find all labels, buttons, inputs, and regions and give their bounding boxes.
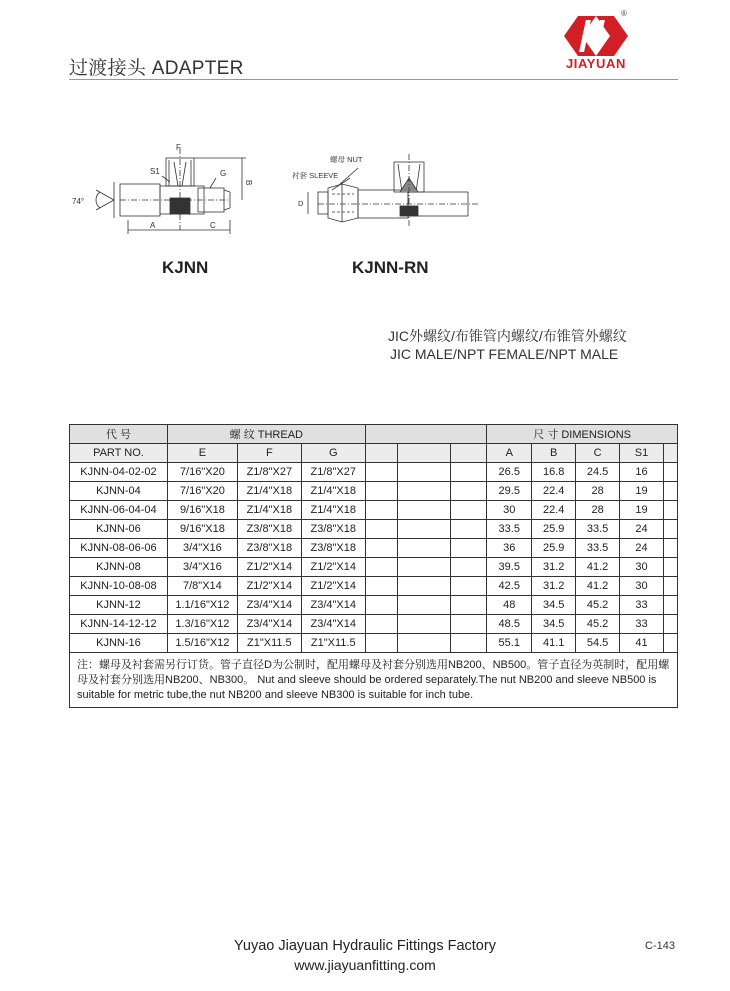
part-number-cell: KJNN-10-08-08 (70, 577, 168, 596)
dim-a-cell: 48.5 (487, 615, 532, 634)
col-blank (397, 444, 451, 463)
header-spacer (365, 425, 487, 444)
part-number-cell: KJNN-12 (70, 596, 168, 615)
dim-c-cell: 41.2 (576, 558, 620, 577)
empty-cell (663, 634, 677, 653)
thread-e-cell: 1.1/16"X12 (167, 596, 237, 615)
dim-c-cell: 54.5 (576, 634, 620, 653)
thread-e-cell: 1.3/16"X12 (167, 615, 237, 634)
callout-g: G (220, 169, 227, 178)
dim-s1-cell: 19 (620, 482, 664, 501)
dim-b-cell: 25.9 (532, 539, 576, 558)
col-g: G (301, 444, 365, 463)
empty-cell (451, 634, 487, 653)
col-blank (365, 444, 397, 463)
empty-cell (365, 577, 397, 596)
thread-f-cell: Z1/8"X27 (237, 463, 301, 482)
col-b: B (532, 444, 576, 463)
thread-g-cell: Z3/4"X14 (301, 615, 365, 634)
thread-g-cell: Z1/8"X27 (301, 463, 365, 482)
empty-cell (365, 634, 397, 653)
empty-cell (397, 463, 451, 482)
dim-c-cell: 41.2 (576, 577, 620, 596)
dim-b-cell: 34.5 (532, 615, 576, 634)
dim-a-cell: 55.1 (487, 634, 532, 653)
col-a: A (487, 444, 532, 463)
dim-s1-cell: 24 (620, 539, 664, 558)
dim-s1-cell: 19 (620, 501, 664, 520)
empty-cell (365, 463, 397, 482)
empty-cell (451, 558, 487, 577)
model-label-kjnn: KJNN (162, 258, 209, 277)
empty-cell (451, 501, 487, 520)
code-header: 代 号 (70, 425, 168, 444)
table-row (70, 558, 678, 577)
part-number-cell: KJNN-08 (70, 558, 168, 577)
empty-cell (663, 615, 677, 634)
table-columns-row (70, 444, 678, 463)
table-row (70, 520, 678, 539)
callout-d: D (298, 199, 304, 208)
col-e: E (167, 444, 237, 463)
thread-g-cell: Z1/2"X14 (301, 558, 365, 577)
thread-f-cell: Z1"X11.5 (237, 634, 301, 653)
model-label-kjnn-rn: KJNN-RN (352, 258, 429, 277)
dim-b-cell: 34.5 (532, 596, 576, 615)
dim-b-cell: 31.2 (532, 577, 576, 596)
thread-e-cell: 7/8"X14 (167, 577, 237, 596)
dim-a-cell: 42.5 (487, 577, 532, 596)
empty-cell (365, 539, 397, 558)
thread-g-cell: Z1/4"X18 (301, 501, 365, 520)
dim-b-cell: 22.4 (532, 501, 576, 520)
empty-cell (365, 482, 397, 501)
thread-e-cell: 3/4"X16 (167, 558, 237, 577)
empty-cell (451, 463, 487, 482)
col-c: C (576, 444, 620, 463)
callout-sleeve: 衬套 SLEEVE (292, 171, 339, 180)
table-row (70, 463, 678, 482)
dim-a-cell: 30 (487, 501, 532, 520)
dim-b-cell: 31.2 (532, 558, 576, 577)
empty-cell (663, 539, 677, 558)
dim-c-cell: 24.5 (576, 463, 620, 482)
thread-f-cell: Z3/4"X14 (237, 596, 301, 615)
empty-cell (663, 577, 677, 596)
thread-g-cell: Z1"X11.5 (301, 634, 365, 653)
empty-cell (397, 539, 451, 558)
kjnn-drawing (70, 140, 270, 245)
empty-cell (397, 634, 451, 653)
empty-cell (397, 615, 451, 634)
thread-e-cell: 9/16"X18 (167, 501, 237, 520)
callout-c: C (210, 221, 216, 230)
callout-angle: 74° (72, 197, 85, 206)
empty-cell (397, 520, 451, 539)
col-f: F (237, 444, 301, 463)
registered-mark: ® (621, 9, 627, 18)
description-chinese: JIC外螺纹/布锥管内螺纹/布锥管外螺纹 (388, 328, 627, 344)
thread-e-cell: 7/16"X20 (167, 482, 237, 501)
empty-cell (397, 482, 451, 501)
dim-b-cell: 22.4 (532, 482, 576, 501)
empty-cell (451, 615, 487, 634)
dim-c-cell: 28 (576, 482, 620, 501)
dim-s1-cell: 30 (620, 577, 664, 596)
dim-a-cell: 48 (487, 596, 532, 615)
thread-f-cell: Z1/4"X18 (237, 501, 301, 520)
table-row (70, 539, 678, 558)
spec-table (69, 424, 678, 708)
dim-b-cell: 41.1 (532, 634, 576, 653)
dim-s1-cell: 33 (620, 615, 664, 634)
kjnn-rn-drawing (288, 148, 488, 240)
table-row (70, 501, 678, 520)
dim-c-cell: 28 (576, 501, 620, 520)
dim-c-cell: 33.5 (576, 539, 620, 558)
empty-cell (663, 463, 677, 482)
dim-b-cell: 16.8 (532, 463, 576, 482)
empty-cell (365, 596, 397, 615)
dim-s1-cell: 30 (620, 558, 664, 577)
empty-cell (663, 501, 677, 520)
description-english: JIC MALE/NPT FEMALE/NPT MALE (390, 346, 619, 362)
thread-f-cell: Z1/4"X18 (237, 482, 301, 501)
thread-g-cell: Z3/8"X18 (301, 520, 365, 539)
empty-cell (451, 577, 487, 596)
part-number-cell: KJNN-04-02-02 (70, 463, 168, 482)
empty-cell (663, 596, 677, 615)
col-blank (451, 444, 487, 463)
footer-website-link[interactable]: www.jiayuanfitting.com (294, 957, 436, 973)
header-divider (69, 79, 678, 80)
ordering-note: 注：螺母及衬套需另行订货。管子直径D为公制时，配用螺母及衬套分别选用NB200、NB500。管子直径为英制时，配用螺母及衬套分别选用NB200、NB300。 Nut and sleeve should be ordered separately.The nut NB200 and sleeve NB500 is suitable for metric tube,the nut NB200 and sleeve NB300 is suitable for inch tube. (70, 653, 678, 708)
dimensions-header: 尺 寸 DIMENSIONS (487, 425, 678, 444)
thread-g-cell: Z3/8"X18 (301, 539, 365, 558)
callout-nut: 螺母 NUT (330, 155, 363, 164)
dim-s1-cell: 24 (620, 520, 664, 539)
table-row (70, 577, 678, 596)
note-row (70, 653, 678, 708)
col-blank (663, 444, 677, 463)
dim-s1-cell: 33 (620, 596, 664, 615)
empty-cell (451, 539, 487, 558)
dim-a-cell: 29.5 (487, 482, 532, 501)
thread-g-cell: Z1/4"X18 (301, 482, 365, 501)
empty-cell (397, 596, 451, 615)
dim-a-cell: 26.5 (487, 463, 532, 482)
callout-s1: S1 (150, 167, 160, 176)
empty-cell (365, 501, 397, 520)
table-row (70, 615, 678, 634)
dim-c-cell: 45.2 (576, 615, 620, 634)
thread-g-cell: Z3/4"X14 (301, 596, 365, 615)
empty-cell (663, 482, 677, 501)
thread-e-cell: 9/16"X18 (167, 520, 237, 539)
empty-cell (451, 482, 487, 501)
empty-cell (397, 558, 451, 577)
page-number: C-143 (645, 940, 675, 952)
thread-e-cell: 1.5/16"X12 (167, 634, 237, 653)
part-number-cell: KJNN-14-12-12 (70, 615, 168, 634)
empty-cell (451, 596, 487, 615)
callout-a: A (150, 221, 156, 230)
empty-cell (451, 520, 487, 539)
part-number-cell: KJNN-06 (70, 520, 168, 539)
footer-factory-name: Yuyao Jiayuan Hydraulic Fittings Factory (234, 938, 496, 954)
dim-s1-cell: 16 (620, 463, 664, 482)
empty-cell (365, 615, 397, 634)
dim-a-cell: 39.5 (487, 558, 532, 577)
thread-g-cell: Z1/2"X14 (301, 577, 365, 596)
empty-cell (365, 558, 397, 577)
thread-f-cell: Z3/4"X14 (237, 615, 301, 634)
thread-f-cell: Z3/8"X18 (237, 520, 301, 539)
empty-cell (397, 577, 451, 596)
dim-c-cell: 33.5 (576, 520, 620, 539)
page-title: 过渡接头 ADAPTER (69, 58, 244, 79)
col-part-no: PART NO. (70, 444, 168, 463)
part-number-cell: KJNN-08-06-06 (70, 539, 168, 558)
part-number-cell: KJNN-04 (70, 482, 168, 501)
dim-s1-cell: 41 (620, 634, 664, 653)
brand-name: JIAYUAN (565, 56, 627, 71)
callout-f: F (176, 143, 181, 152)
callout-b: B (244, 180, 253, 186)
dim-a-cell: 36 (487, 539, 532, 558)
table-row (70, 482, 678, 501)
thread-f-cell: Z1/2"X14 (237, 558, 301, 577)
table-row (70, 596, 678, 615)
table-row (70, 634, 678, 653)
thread-f-cell: Z1/2"X14 (237, 577, 301, 596)
table-header-row (70, 425, 678, 444)
col-s1: S1 (620, 444, 664, 463)
dim-b-cell: 25.9 (532, 520, 576, 539)
thread-f-cell: Z3/8"X18 (237, 539, 301, 558)
empty-cell (663, 558, 677, 577)
dim-a-cell: 33.5 (487, 520, 532, 539)
part-number-cell: KJNN-16 (70, 634, 168, 653)
thread-e-cell: 7/16"X20 (167, 463, 237, 482)
empty-cell (365, 520, 397, 539)
thread-e-cell: 3/4"X16 (167, 539, 237, 558)
empty-cell (397, 501, 451, 520)
dim-c-cell: 45.2 (576, 596, 620, 615)
thread-header: 螺 纹 THREAD (167, 425, 365, 444)
part-number-cell: KJNN-06-04-04 (70, 501, 168, 520)
empty-cell (663, 520, 677, 539)
